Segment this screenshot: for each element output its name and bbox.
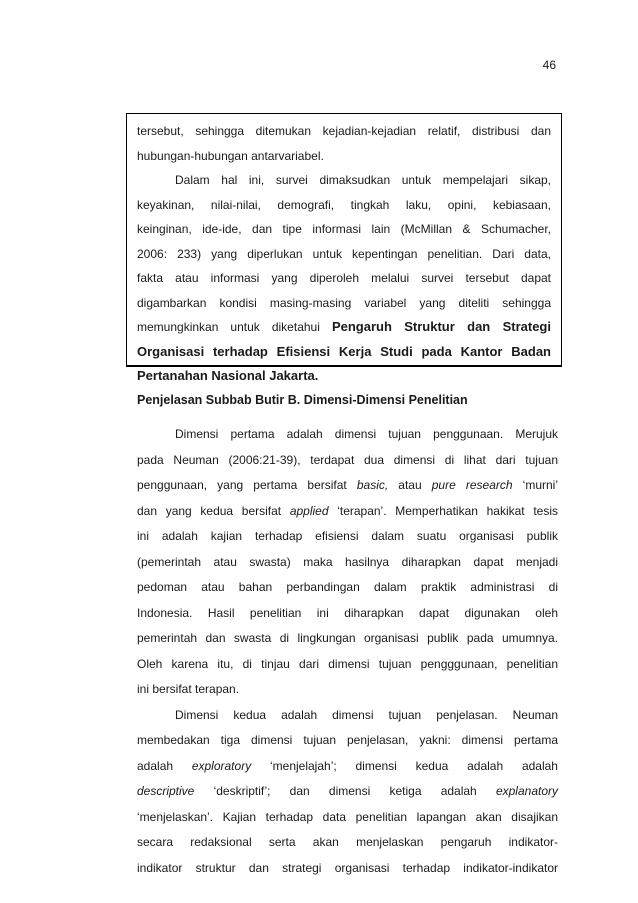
bold-title-line: Organisasi terhadap Efisiensi Kerja Studi pada Kantor Badan xyxy=(137,343,551,359)
text-line xyxy=(137,473,558,499)
italic-term: descriptive xyxy=(137,784,195,798)
text-run: ‘terapan’. Memperhatikan hakikat tesis xyxy=(328,503,558,518)
text-line: keyakinan, nilai-nilai, demografi, tingkah laku, opini, kebiasaan, xyxy=(137,197,551,212)
text-line: tersebut, sehingga ditemukan kejadian-kejadian relatif, distribusi dan xyxy=(137,124,551,138)
text-line: Dalam hal ini, survei dimaksudkan untuk mempelajari sikap, xyxy=(175,173,551,187)
page-number: 46 xyxy=(542,58,556,72)
text-line: Indonesia. Hasil penelitian ini diharapkan dapat digunakan oleh xyxy=(137,605,558,620)
text-run: ‘menjelajah’; dimensi kedua adalah adalah xyxy=(251,758,558,773)
text-line: pedoman atau bahan perbandingan dalam praktik administrasi di xyxy=(137,580,558,594)
italic-term: exploratory xyxy=(191,758,252,773)
text-line: keinginan, ide-ide, dan tipe informasi lain (McMillan & Schumacher, xyxy=(137,222,551,236)
text-line: ini adalah kajian terhadap efisiensi dalam suatu organisasi publik xyxy=(137,529,558,543)
text-line: hubungan-hubungan antarvariabel. xyxy=(137,148,324,163)
text-line: ini bersifat terapan. xyxy=(137,682,240,696)
italic-term: explanatory xyxy=(495,784,558,798)
boxed-paragraph xyxy=(126,113,562,383)
text-run: penggunaan, yang pertama bersifat xyxy=(137,478,357,492)
text-line: (pemerintah atau swasta) maka hasilnya diharapkan dapat menjadi xyxy=(137,554,558,569)
text-line: ‘menjelaskan’. Kajian terhadap data penelitian lapangan akan disajikan xyxy=(137,809,558,824)
text-line xyxy=(137,754,558,780)
text-line: indikator struktur dan strategi organisasi terhadap indikator-indikator xyxy=(137,860,558,875)
main-body xyxy=(137,388,558,881)
text-run: adalah xyxy=(137,758,192,773)
text-line: Dimensi pertama adalah dimensi tujuan penggunaan. Merujuk xyxy=(175,427,558,441)
italic-term: basic, xyxy=(356,478,389,492)
text-run: ‘deskriptif’; dan dimensi ketiga adalah xyxy=(194,784,496,798)
text-line xyxy=(137,315,551,340)
italic-term: applied xyxy=(289,503,329,518)
section-heading: Penjelasan Subbab Butir B. Dimensi-Dimensi Penelitian xyxy=(137,393,468,407)
text-run: ‘murni’ xyxy=(512,478,558,492)
text-line: digambarkan kondisi masing-masing variabel yang diteliti sehingga xyxy=(137,295,551,310)
text-line: Dimensi kedua adalah dimensi tujuan penjelasan. Neuman xyxy=(175,707,558,722)
text-line: secara redaksional serta akan menjelaskan pengaruh indikator- xyxy=(137,835,558,849)
bold-title-run: Pengaruh Struktur dan Strategi xyxy=(331,319,551,334)
text-line: fakta atau informasi yang diperoleh melalui survei tersebut dapat xyxy=(137,271,551,285)
text-run: atau xyxy=(388,478,432,492)
text-line: Oleh karena itu, di tinjau dari dimensi tujuan pengggunaan, penelitian xyxy=(137,656,558,671)
bold-title-line: Pertanahan Nasional Jakarta. xyxy=(137,368,319,383)
text-run: memungkinkan untuk diketahui xyxy=(137,320,332,334)
text-line: pemerintah dan swasta di lingkungan organisasi publik pada umumnya. xyxy=(137,631,558,645)
text-line: 2006: 233) yang diperlukan untuk kepentingan penelitian. Dari data, xyxy=(137,246,551,261)
text-line: pada Neuman (2006:21-39), terdapat dua dimensi di lihat dari tujuan xyxy=(137,452,558,467)
text-line: membedakan tiga dimensi tujuan penjelasan, yakni: dimensi pertama xyxy=(137,733,558,747)
italic-term: pure research xyxy=(431,478,513,492)
text-line xyxy=(137,499,558,525)
text-line xyxy=(137,779,558,805)
text-run: dan yang kedua bersifat xyxy=(137,503,290,518)
